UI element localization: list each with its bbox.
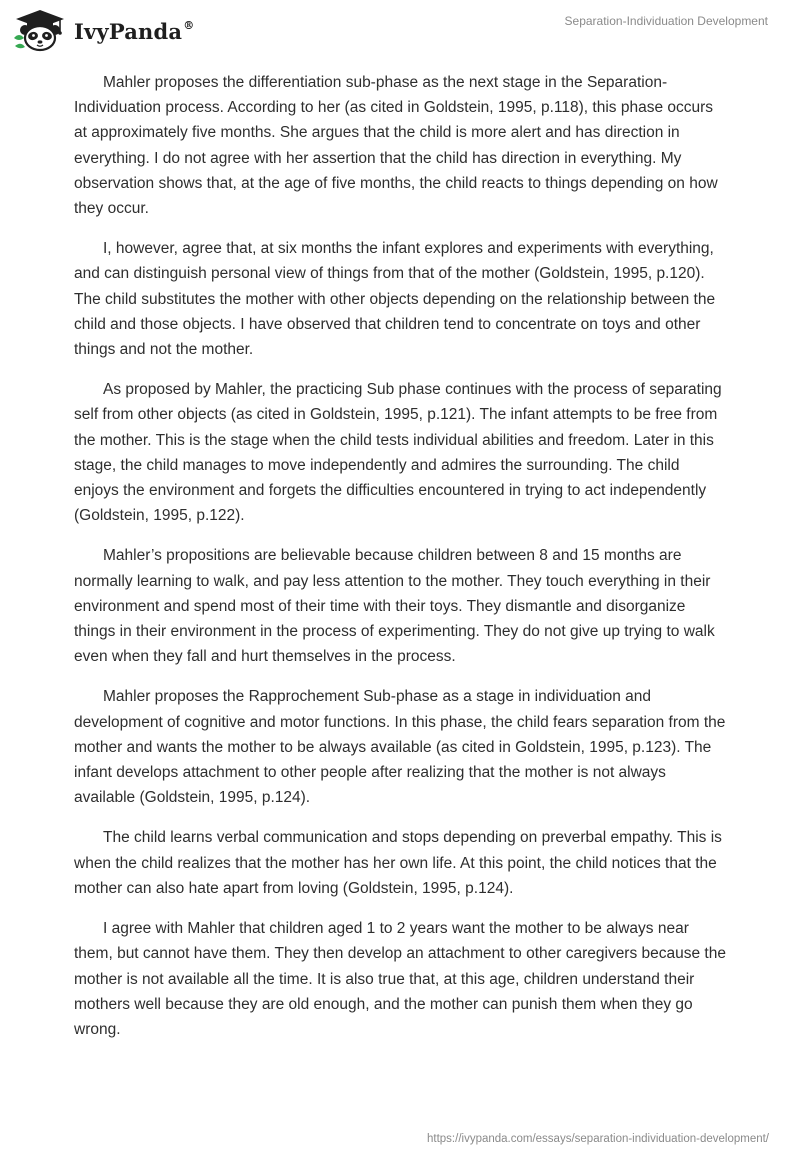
registered-mark: ® — [183, 18, 195, 32]
paragraph: I agree with Mahler that children aged 1 to 2 years want the mother to be always near them, but cannot have them. They then develop an attachment to other caregivers because the mother is not available all the time. It is also true that, at this age, children understand their mothers well because they are old enough, and the mother can punish them when they go wrong. — [74, 920, 726, 1038]
essay-body — [74, 70, 728, 1057]
paragraph: I, however, agree that, at six months the infant explores and experiments with everything, and can distinguish personal view of things from that of the mother (Goldstein, 1995, p.120). The child substitutes the mother with other objects depending on the relationship between the child and those objects. I have observed that children tend to concentrate on toys and other things and not the mother. — [74, 240, 716, 359]
paragraph: The child learns verbal communication and stops depending on preverbal empathy. This is when the child realizes that the mother has her own life. At this point, the child notices that the mother can also hate apart from loving (Goldstein, 1995, p.124). — [74, 829, 722, 897]
panda-graduate-icon — [12, 8, 68, 52]
document-title: Separation-Individuation Development — [564, 14, 768, 28]
paragraph: As proposed by Mahler, the practicing Sub phase continues with the process of separating self from other objects (as cited in Goldstein, 1995, p.121). The infant attempts to be free from the mother. This is the stage when the child tests individual abilities and freedom. Later in this stage, the child manages to move independently and admires the surrounding. The child enjoys the environment and forgets the difficulties encountered in trying to act independently (Goldstein, 1995, p.122). — [74, 381, 722, 525]
brand-name: IvyPanda® — [74, 18, 195, 44]
ivypanda-logo[interactable] — [12, 8, 194, 52]
paragraph: Mahler proposes the Rapprochement Sub-phase as a stage in individuation and development of cognitive and motor functions. In this phase, the child fears separation from the mother and wants the mother to be always available (as cited in Goldstein, 1995, p.123). The infant develops attachment to other people after realizing that the mother is not always available (Goldstein, 1995, p.124). — [74, 688, 726, 807]
paragraph: Mahler’s propositions are believable because children between 8 and 15 months are normally learning to walk, and pay less attention to the mother. They touch everything in their environment and spend most of their time with their toys. They dismantle and disorganize things in their environment in the process of experimenting. They do not give up trying to walk even when they fall and hurt themselves in the process. — [74, 547, 715, 666]
page-header — [0, 0, 800, 60]
paragraph: Mahler proposes the differentiation sub-phase as the next stage in the Separation-Individuation process. According to her (as cited in Goldstein, 1995, p.118), this phase occurs at approximately five months. She argues that the child is more alert and has direction in everything. I do not agree with her assertion that the child has direction in everything. My observation shows that, at the age of five months, the child reacts to things depending on how they occur. — [74, 74, 718, 218]
source-url-link[interactable]: https://ivypanda.com/essays/separation-individuation-development/ — [427, 1133, 769, 1145]
